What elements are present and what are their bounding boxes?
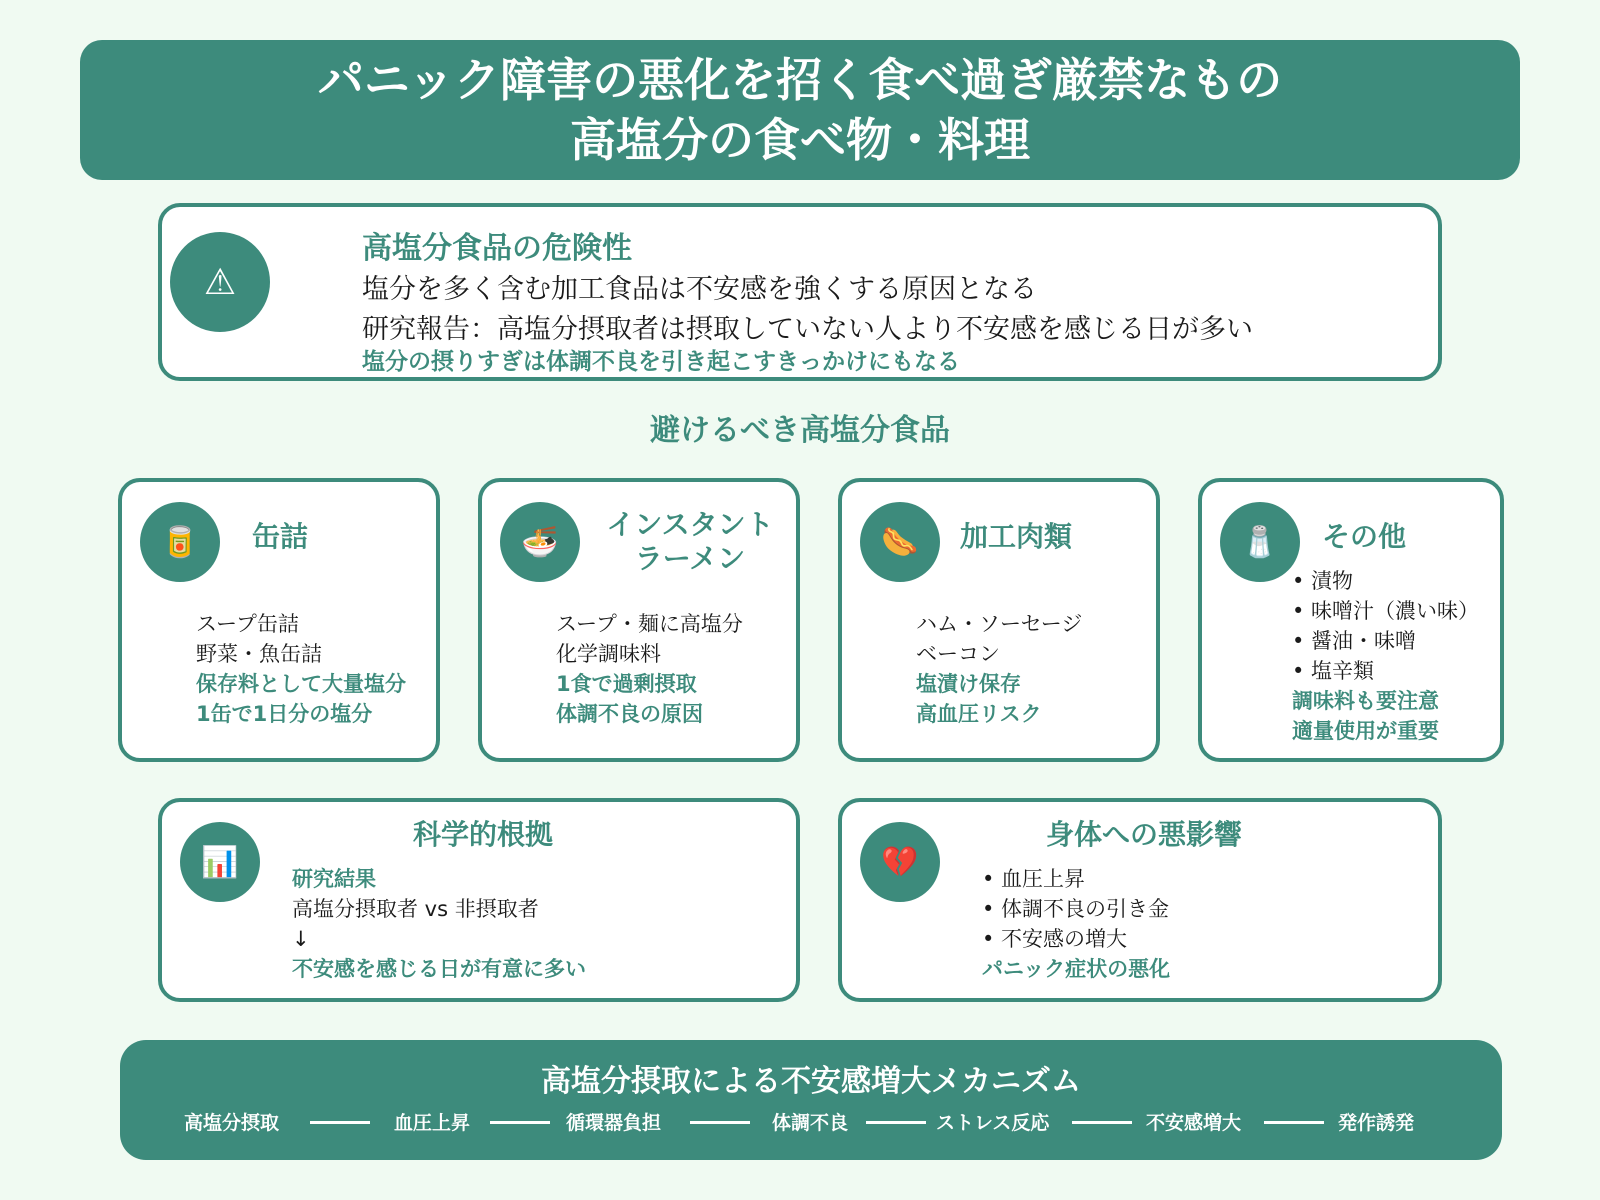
list-item: • 漬物 <box>1292 569 1354 593</box>
card-lines <box>292 864 586 984</box>
mechanism-step: 不安感増大 <box>1146 1112 1242 1134</box>
food-card-others <box>1198 478 1504 762</box>
science-card <box>158 798 800 1002</box>
list-item: • 不安感の増大 <box>982 927 1128 951</box>
broken-heart-icon: 💔 <box>860 822 940 902</box>
banner-title-line2: 高塩分の食べ物・料理 <box>570 113 1030 167</box>
card-lines <box>982 864 1170 984</box>
mechanism-step: 循環器負担 <box>566 1112 662 1134</box>
mechanism-step: 発作誘発 <box>1338 1112 1415 1134</box>
section-title: 避けるべき高塩分食品 <box>650 413 950 448</box>
card-title: 科学的根拠 <box>412 818 553 851</box>
list-item: • 味噌汁（濃い味） <box>1292 599 1480 623</box>
highlight-item: 適量使用が重要 <box>1292 719 1439 743</box>
list-item: スープ・麺に高塩分 <box>556 612 743 636</box>
card-title: 身体への悪影響 <box>1045 818 1242 851</box>
connector-line <box>310 1121 370 1124</box>
body-effects-card <box>838 798 1442 1002</box>
danger-panel <box>158 203 1442 381</box>
science-label: 研究結果 <box>292 867 376 891</box>
science-result: 不安感を感じる日が有意に多い <box>292 957 586 981</box>
list-item: 化学調味料 <box>556 642 661 666</box>
list-item: • 体調不良の引き金 <box>982 897 1170 921</box>
food-card-processed-meat <box>838 478 1160 762</box>
danger-line-2: 研究報告：高塩分摂取者は摂取していない人より不安感を感じる日が多い <box>362 314 1253 345</box>
list-item: • 塩辛類 <box>1292 659 1375 683</box>
hotdog-icon: 🌭 <box>860 502 940 582</box>
highlight-item: 保存料として大量塩分 <box>196 672 406 696</box>
science-compare: 高塩分摂取者 vs 非摂取者 <box>292 897 539 921</box>
danger-line-3: 塩分の摂りすぎは体調不良を引き起こすきっかけにもなる <box>362 349 960 375</box>
highlight-item: 1食で過剰摂取 <box>556 672 697 696</box>
banner-title-line1: パニック障害の悪化を招く食べ過ぎ厳禁なもの <box>317 53 1283 107</box>
highlight-item: 塩漬け保存 <box>916 672 1021 696</box>
card-title: 加工肉類 <box>960 520 1073 553</box>
connector-line <box>1264 1121 1324 1124</box>
list-item: ハム・ソーセージ <box>916 612 1083 636</box>
connector-line <box>490 1121 550 1124</box>
warning-icon: ⚠ <box>170 232 270 332</box>
noodle-bowl-icon: 🍜 <box>500 502 580 582</box>
danger-line-1: 塩分を多く含む加工食品は不安感を強くする原因となる <box>362 274 1037 305</box>
highlight-item: 調味料も要注意 <box>1292 689 1439 713</box>
can-icon: 🥫 <box>140 502 220 582</box>
card-lines <box>916 609 1082 729</box>
connector-line <box>690 1121 750 1124</box>
mechanism-step: 体調不良 <box>772 1112 849 1134</box>
card-lines <box>556 609 743 729</box>
bar-chart-icon: 📊 <box>180 822 260 902</box>
food-card-instant-ramen <box>478 478 800 762</box>
arrow-down-icon: ↓ <box>292 927 310 951</box>
danger-title: 高塩分食品の危険性 <box>362 231 632 266</box>
mechanism-title: 高塩分摂取による不安感増大メカニズム <box>541 1064 1081 1099</box>
card-lines <box>1292 566 1479 746</box>
card-title: インスタント ラーメン <box>606 508 774 575</box>
salt-shaker-icon: 🧂 <box>1220 502 1300 582</box>
list-item: • 醤油・味噌 <box>1292 629 1417 653</box>
card-title: 缶詰 <box>252 520 309 553</box>
mechanism-step: 血圧上昇 <box>394 1112 471 1134</box>
connector-line <box>1072 1121 1132 1124</box>
highlight-item: 体調不良の原因 <box>556 702 703 726</box>
card-title: その他 <box>1322 520 1407 553</box>
list-item: ベーコン <box>916 642 1000 666</box>
highlight-item: 高血圧リスク <box>916 702 1042 726</box>
card-lines <box>196 609 406 729</box>
main-banner <box>80 40 1520 180</box>
food-card-canned <box>118 478 440 762</box>
mechanism-step: ストレス反応 <box>936 1112 1050 1134</box>
list-item: スープ缶詰 <box>196 612 299 636</box>
mechanism-panel <box>120 1040 1502 1160</box>
highlight-item: 1缶で1日分の塩分 <box>196 702 373 726</box>
mechanism-step: 高塩分摂取 <box>184 1112 280 1134</box>
highlight-item: パニック症状の悪化 <box>982 957 1171 981</box>
list-item: • 血圧上昇 <box>982 867 1086 891</box>
connector-line <box>866 1121 926 1124</box>
list-item: 野菜・魚缶詰 <box>196 642 322 666</box>
